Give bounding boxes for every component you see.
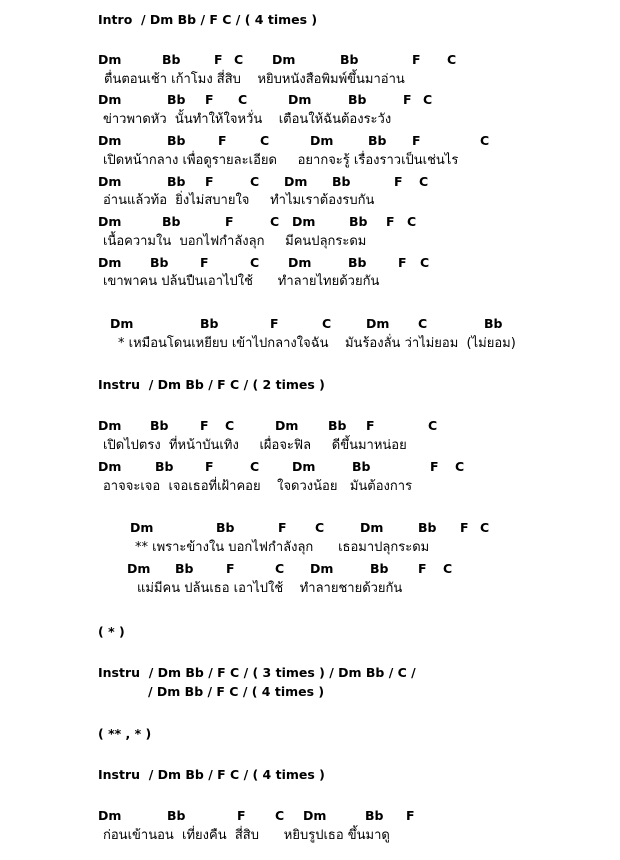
chord: Dm [130, 520, 154, 535]
chord: Dm [360, 520, 384, 535]
chord: Bb [418, 520, 437, 535]
chord: F [412, 52, 421, 67]
chord: C [480, 520, 490, 535]
chord: Bb [352, 459, 371, 474]
chord: C [225, 418, 235, 433]
chord: Bb [162, 52, 181, 67]
chord: Bb [175, 561, 194, 576]
chord: Dm [98, 808, 122, 823]
chord: Dm [98, 214, 122, 229]
chord: C [480, 133, 490, 148]
chord: F [394, 174, 403, 189]
chord: F [218, 133, 227, 148]
chord: C [423, 92, 433, 107]
chord: Bb [155, 459, 174, 474]
chord: Dm [98, 174, 122, 189]
chord: Bb [216, 520, 235, 535]
chord: Bb [332, 174, 351, 189]
lyric-line: ข่าวพาดหัว นั้นทำให้ใจหวั่น เตือนให้ฉันต้องระวัง [103, 112, 392, 127]
chord: Bb [150, 418, 169, 433]
chord: Dm [110, 316, 134, 331]
lyric-line: อาจจะเจอ เจอเธอที่เฝ้าคอย ใจดวงน้อย มันต้องการ [103, 479, 413, 494]
chord: Bb [167, 133, 186, 148]
chord: Dm [98, 92, 122, 107]
chord: C [418, 316, 428, 331]
chord: C [260, 133, 270, 148]
chord: C [420, 255, 430, 270]
chord: F [403, 92, 412, 107]
instru-line: / Dm Bb / F C / ( 4 times ) [148, 684, 325, 699]
chord: F [366, 418, 375, 433]
chord: F [418, 561, 427, 576]
chord: F [386, 214, 395, 229]
chord: C [419, 174, 429, 189]
chord: Bb [365, 808, 384, 823]
chord: Dm [310, 133, 334, 148]
chord: Dm [98, 52, 122, 67]
chord: C [443, 561, 453, 576]
chord: Bb [349, 214, 368, 229]
chord: F [200, 418, 209, 433]
chord: C [275, 808, 285, 823]
lyric-line: เปิดหน้ากลาง เพื่อดูรายละเอียด อยากจะรู้ เรื่องราวเป็นเช่นไร [103, 153, 459, 168]
chord: F [205, 92, 214, 107]
chord: Bb [200, 316, 219, 331]
chord: Dm [292, 214, 316, 229]
lyric-line: แม่มีคน ปล้นเธอ เอาไปใช้ ทำลายชายด้วยกัน [137, 581, 403, 596]
chord: Bb [484, 316, 503, 331]
chord: Dm [292, 459, 316, 474]
lyric-line: เนื้อความใน บอกไฟกำลังลุก มีคนปลุกระดม [103, 234, 367, 249]
chord: F [226, 561, 235, 576]
instru-line: Instru / Dm Bb / F C / ( 4 times ) [98, 767, 325, 782]
chord: C [250, 255, 260, 270]
chord: F [412, 133, 421, 148]
lyric-line: เปิดไปตรง ที่หน้าบันเทิง เผื่อจะฟิล ดีขึ้นมาหน่อย [103, 438, 407, 453]
chord: Dm [310, 561, 334, 576]
chord: F [460, 520, 469, 535]
chord: C [407, 214, 417, 229]
repeat-marker: ( ** , * ) [98, 726, 152, 741]
chord: Bb [370, 561, 389, 576]
chord: F [398, 255, 407, 270]
chord: Dm [275, 418, 299, 433]
chord: F [205, 174, 214, 189]
chord: F [237, 808, 246, 823]
chord: F [430, 459, 439, 474]
chord: Bb [328, 418, 347, 433]
chord: Dm [98, 459, 122, 474]
chord: Dm [284, 174, 308, 189]
chord: Dm [98, 133, 122, 148]
chord: F [205, 459, 214, 474]
chord: Dm [98, 255, 122, 270]
chord: F [278, 520, 287, 535]
chord: F [406, 808, 415, 823]
chord: Dm [288, 92, 312, 107]
chord: Bb [368, 133, 387, 148]
chord: F [200, 255, 209, 270]
chord: C [315, 520, 325, 535]
chord: F [270, 316, 279, 331]
chord: F [225, 214, 234, 229]
chord: Dm [127, 561, 151, 576]
chord: Bb [348, 255, 367, 270]
repeat-marker: ( * ) [98, 624, 125, 639]
chord: Bb [167, 174, 186, 189]
instru-line: Instru / Dm Bb / F C / ( 2 times ) [98, 377, 325, 392]
chord: F [214, 52, 223, 67]
chord: Dm [272, 52, 296, 67]
chord: C [250, 174, 260, 189]
lyric-line: เขาพาคน ปล้นปืนเอาไปใช้ ทำลายไทยด้วยกัน [103, 274, 380, 289]
lyric-line: ก่อนเข้านอน เที่ยงคืน สี่สิบ หยิบรูปเธอ ขึ้นมาดู [103, 828, 390, 843]
chord: C [322, 316, 332, 331]
instru-line: Instru / Dm Bb / F C / ( 3 times ) / Dm Bb / C / [98, 665, 416, 680]
chord: C [428, 418, 438, 433]
chord: C [275, 561, 285, 576]
chord: Dm [288, 255, 312, 270]
chord: Dm [366, 316, 390, 331]
lyric-line: * เหมือนโดนเหยียบ เข้าไปกลางใจฉัน มันร้องลั่น ว่าไม่ยอม (ไม่ยอม) [118, 336, 516, 351]
chord: C [250, 459, 260, 474]
chord: Dm [303, 808, 327, 823]
chord: Bb [167, 92, 186, 107]
lyric-line: อ่านแล้วท้อ ยิ่งไม่สบายใจ ทำไมเราต้องรบกัน [103, 193, 375, 208]
chord: Dm [98, 418, 122, 433]
chord: Bb [340, 52, 359, 67]
chord: Bb [150, 255, 169, 270]
chord: C [270, 214, 280, 229]
chord: Bb [348, 92, 367, 107]
intro-line: Intro / Dm Bb / F C / ( 4 times ) [98, 12, 318, 27]
chord: C [234, 52, 244, 67]
chord: C [238, 92, 248, 107]
chord: C [455, 459, 465, 474]
chord: C [447, 52, 457, 67]
chord: Bb [162, 214, 181, 229]
lyric-line: ** เพราะข้างใน บอกไฟกำลังลุก เธอมาปลุกระดม [135, 540, 430, 555]
chord: Bb [167, 808, 186, 823]
lyric-line: ตื่นตอนเช้า เก้าโมง สี่สิบ หยิบหนังสือพิมพ์ขึ้นมาอ่าน [104, 72, 405, 87]
